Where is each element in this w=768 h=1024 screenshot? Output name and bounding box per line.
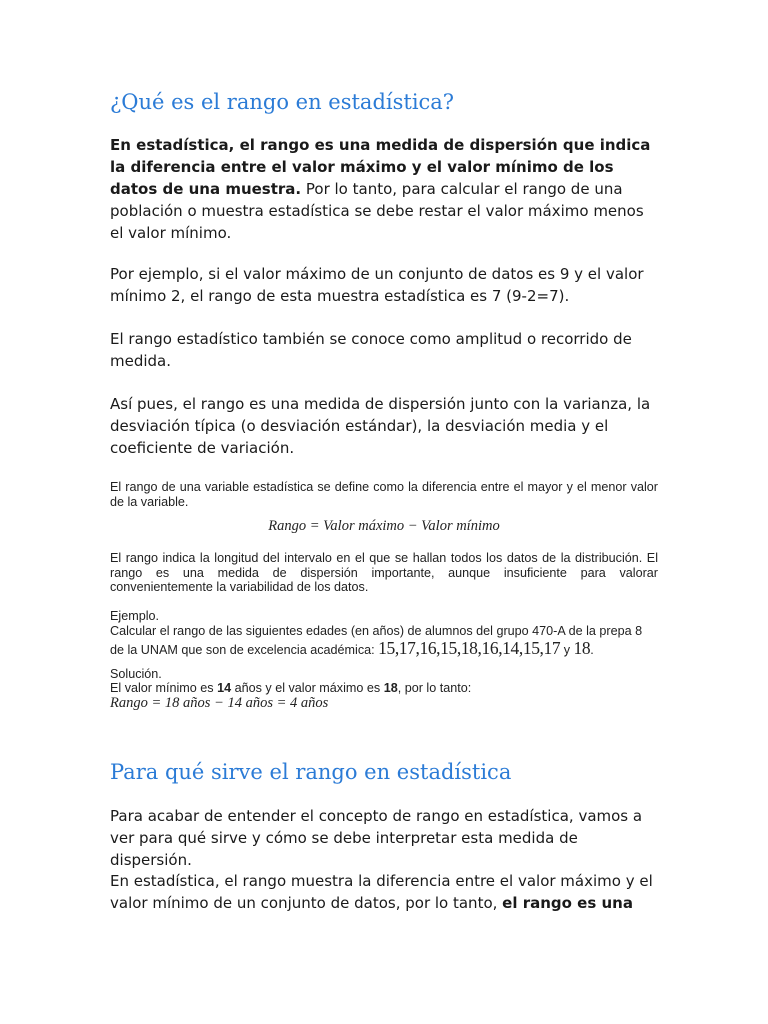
paragraph-definition <box>110 134 655 244</box>
solution-min-value: 14 <box>217 681 232 695</box>
example-last-value: 18 <box>573 638 591 658</box>
solution-max-value: 18 <box>383 681 398 695</box>
example-statement: Calcular el rango de las siguientes edades (en años) de alumnos del grupo 470-A de la prepa 8 de la UNAM que son de excelencia académica: <box>110 624 643 657</box>
solution-suffix: , por lo tanto: <box>397 681 472 695</box>
range-shows-bold: el rango es una <box>502 894 633 912</box>
section-heading-para-que-sirve: Para qué sirve el rango en estadística <box>110 760 512 784</box>
example-end: . <box>590 643 594 657</box>
paragraph-dispersion-measures: Así pues, el rango es una medida de dispersión junto con la varianza, la desviación típica (o desviación estándar), la desviación media y el coeficiente de variación. <box>110 395 651 457</box>
paragraph-also-known: El rango estadístico también se conoce como amplitud o recorrido de medida. <box>110 330 632 370</box>
paragraph-range-shows <box>110 870 655 914</box>
result-formula: Rango = 18 años − 14 años = 4 años <box>110 695 329 711</box>
inset-definition: El rango de una variable estadística se define como la diferencia entre el mayor y el menor valor de la variable. <box>110 480 658 509</box>
solution-prefix: El valor mínimo es <box>110 681 218 695</box>
example-text <box>110 623 658 659</box>
paragraph-understand: Para acabar de entender el concepto de rango en estadística, vamos a ver para qué sirve y cómo se debe interpretar esta medida de dispersión. <box>110 807 643 869</box>
range-formula: Rango = Valor máximo − Valor mínimo <box>268 518 500 534</box>
section-heading-que-es-rango: ¿Qué es el rango en estadística? <box>110 90 455 114</box>
solution-mid: años y el valor máximo es <box>231 681 384 695</box>
paragraph-example: Por ejemplo, si el valor máximo de un conjunto de datos es 9 y el valor mínimo 2, el rango de esta muestra estadística es 7 (9-2=7). <box>110 265 644 305</box>
example-label: Ejemplo. <box>110 609 159 623</box>
definition-rest-text: Por lo tanto, para calcular el rango de una población o muestra estadística se debe restar el valor máximo menos el valor mínimo. <box>110 180 644 242</box>
definition-bold-text: En estadística, el rango es una medida de dispersión que indica la diferencia entre el valor máximo y el valor mínimo de los datos de una muestra. <box>110 136 651 198</box>
inset-explanation: El rango indica la longitud del intervalo en el que se hallan todos los datos de la distribución. El rango es una medida de dispersión importante, aunque insuficiente para valorar convenientemente la variabilidad de los datos. <box>110 551 658 594</box>
range-shows-text: En estadística, el rango muestra la diferencia entre el valor máximo y el valor mínimo de un conjunto de datos, por lo tanto, <box>110 872 653 912</box>
solution-label: Solución. <box>110 667 162 681</box>
example-and: y <box>560 643 574 657</box>
example-values: 15,17,16,15,18,16,14,15,17 <box>378 638 561 658</box>
